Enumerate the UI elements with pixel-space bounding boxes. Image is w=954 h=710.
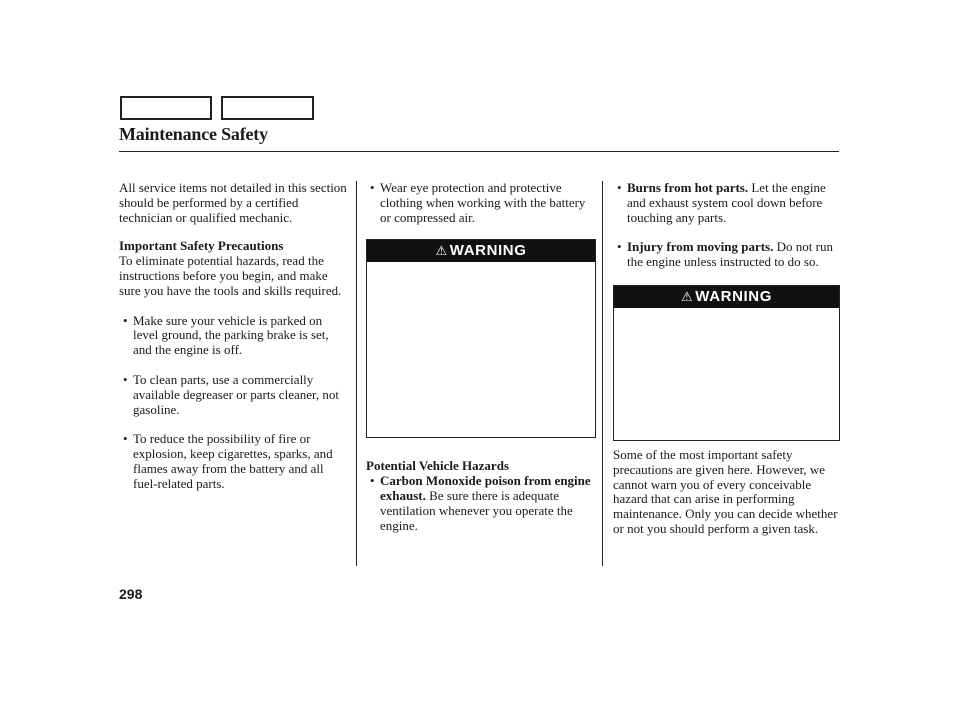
bullet-degreaser: • To clean parts, use a commercially available degreaser or parts cleaner, not gasoline. (119, 373, 349, 417)
column-3 (613, 181, 843, 537)
burns-title: Burns from hot parts. (627, 180, 749, 195)
safety-precautions-lead: To eliminate potential hazards, read the instructions before you begin, and make sure you have the tools and skills required. (119, 253, 342, 298)
warning-banner (367, 240, 595, 262)
column-2 (366, 181, 596, 533)
closing-paragraph: Some of the most important safety precautions are given here. However, we cannot warn you of every conceivable hazard that can arise in performing maintenance. Only you can decide whether or not you should perform a given task. (613, 446, 838, 536)
moving-parts-title: Injury from moving parts. (627, 239, 774, 255)
warning-label: WARNING (449, 242, 527, 260)
bullet-burns (613, 181, 843, 225)
warning-banner (614, 286, 839, 308)
bullet-fire: • To reduce the possibility of fire or explosion, keep cigarettes, sparks, and flames away from the battery and all fuel-related parts. (119, 432, 349, 491)
co-hazard-title: Carbon Monoxide poison from engine exhaust. (380, 473, 591, 503)
bullet-eye-protection: • Wear eye protection and protective clothing when working with the battery or compressed air. (366, 181, 596, 225)
nav-tab-box-1[interactable] (120, 96, 212, 120)
co-hazard-text: Be sure there is adequate ventilation whenever you operate the engine. (380, 487, 573, 533)
burns-text: Let the engine and exhaust system cool down before touching any parts. (627, 180, 826, 225)
column-divider-1 (356, 181, 357, 566)
vehicle-hazards-heading: Potential Vehicle Hazards (366, 458, 509, 474)
bullet-parking: • Make sure your vehicle is parked on level ground, the parking brake is set, and the engine is off. (119, 314, 349, 358)
warning-triangle-icon: ⚠ (681, 288, 694, 304)
safety-precautions-heading: Important Safety Precautions (119, 238, 284, 254)
page-title: Maintenance Safety (119, 124, 268, 144)
bullet-carbon-monoxide (366, 474, 596, 533)
page-number: 298 (119, 586, 143, 602)
nav-tab-box-2[interactable] (221, 96, 314, 120)
warning-box-2 (613, 285, 840, 441)
warning-label: WARNING (695, 287, 772, 305)
column-divider-2 (602, 181, 603, 566)
warning-box-1 (366, 239, 596, 438)
warning-triangle-icon: ⚠ (435, 243, 448, 259)
bullet-moving-parts (613, 240, 843, 270)
column-1 (119, 181, 349, 492)
title-divider (119, 151, 839, 152)
moving-parts-text: Do not run the engine unless instructed to do so. (627, 239, 833, 270)
intro-paragraph: All service items not detailed in this section should be performed by a certified technician or qualified mechanic. (119, 180, 347, 225)
